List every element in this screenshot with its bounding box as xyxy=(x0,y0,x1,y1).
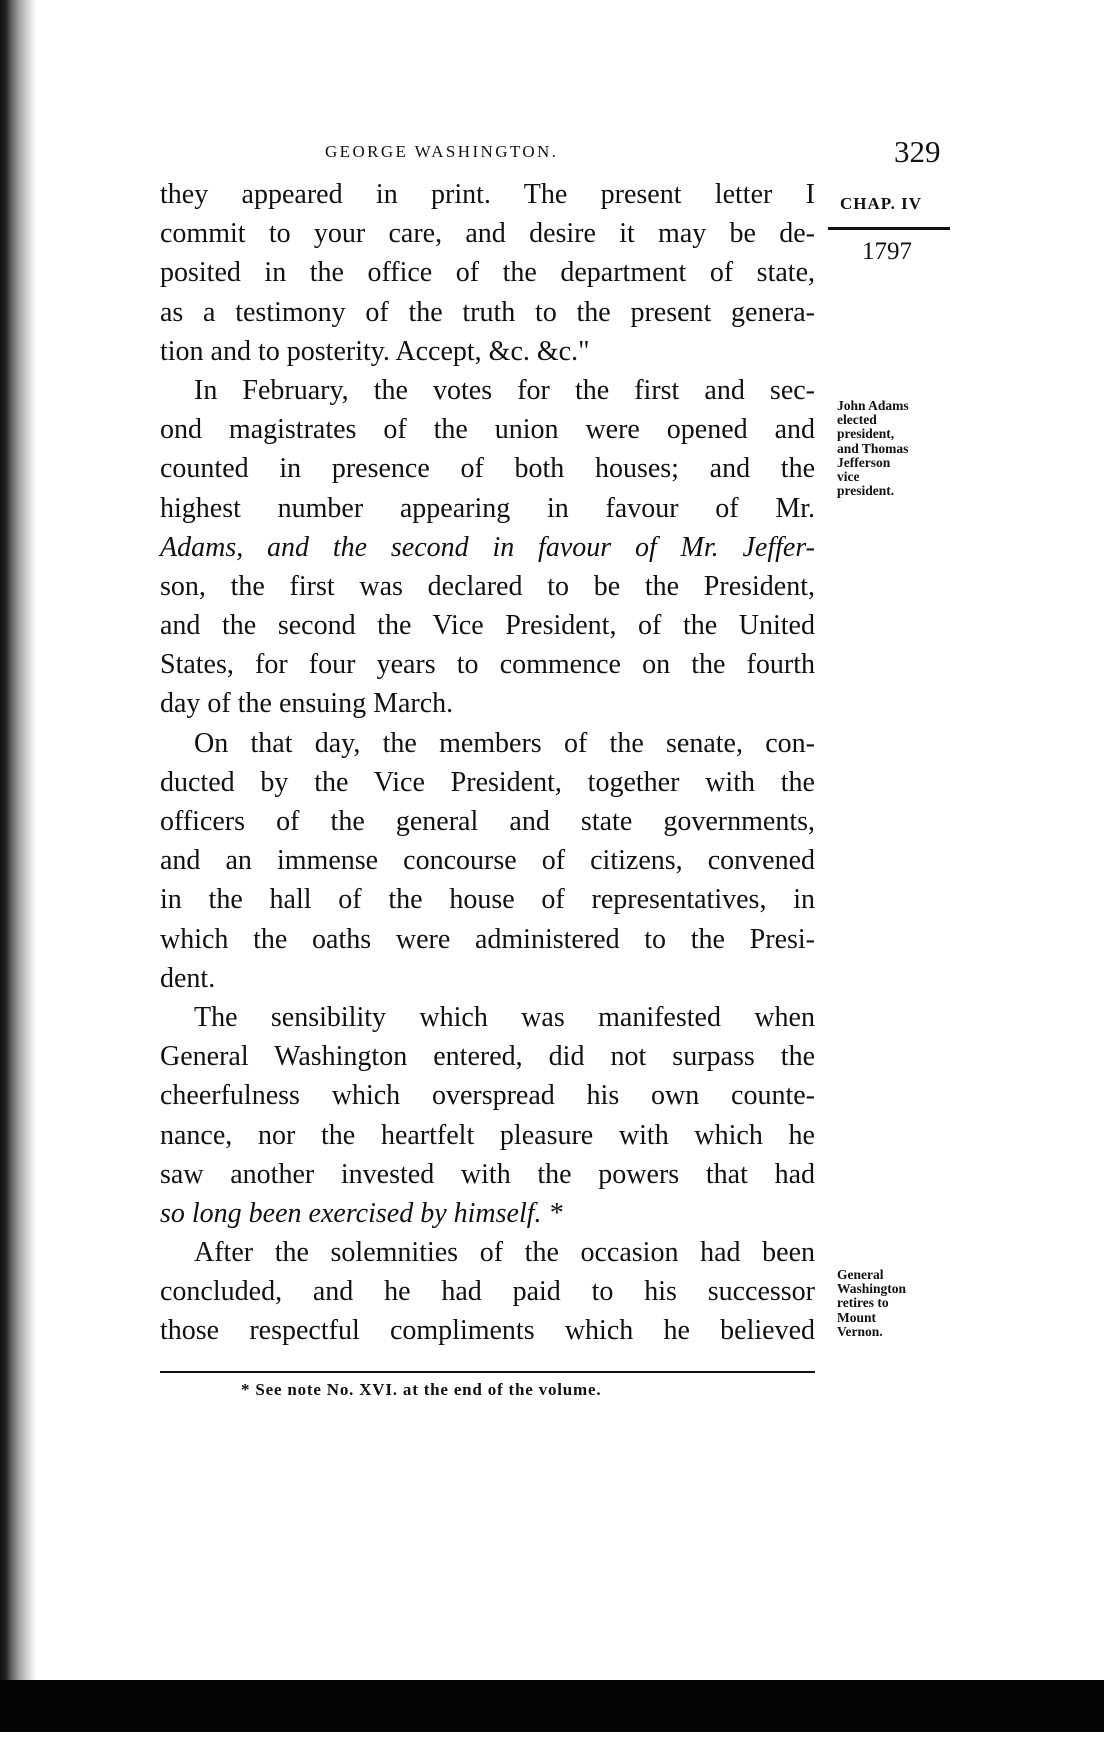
text-line: which the oaths were administered to the Presi- xyxy=(160,923,815,955)
scanned-page-edge xyxy=(0,0,36,1690)
chapter-rule xyxy=(828,227,950,230)
note-line: vice xyxy=(837,469,860,485)
page-number: 329 xyxy=(894,134,941,169)
margin-note-adams-jefferson xyxy=(837,399,909,498)
text-line: posited in the office of the department of state, xyxy=(160,257,815,289)
text-line: saw another invested with the powers that had xyxy=(160,1158,815,1190)
paragraph xyxy=(160,998,815,1233)
text-line: General Washington entered, did not surpass the xyxy=(160,1041,815,1073)
text-line: son, the first was declared to be the President, xyxy=(160,570,815,602)
text-line: dent. xyxy=(160,962,216,994)
text-line: they appeared in print. The present letter I xyxy=(160,179,815,210)
text-line: in the hall of the house of representatives, in xyxy=(160,884,815,916)
note-line: president, xyxy=(837,426,895,442)
note-line: president. xyxy=(837,483,895,499)
scan-bottom-border xyxy=(0,1680,1104,1732)
text-line: as a testimony of the truth to the present genera- xyxy=(160,296,815,328)
text-line: highest number appearing in favour of Mr. xyxy=(160,492,815,524)
text-line: ond magistrates of the union were opened and xyxy=(160,414,815,446)
running-title: GEORGE WASHINGTON. xyxy=(325,142,559,161)
text-line: commit to your care, and desire it may be de- xyxy=(160,218,815,250)
text-line: Adams, and the second in favour of Mr. Jeffer- xyxy=(160,531,815,563)
note-line: Jefferson xyxy=(837,454,891,470)
note-line: Mount xyxy=(837,1309,877,1325)
note-line: Vernon. xyxy=(837,1323,883,1339)
footnote: * See note No. XVI. at the end of the volume. xyxy=(241,1380,602,1399)
paragraph xyxy=(160,175,815,371)
text-line: After the solemnities of the occasion had been xyxy=(194,1237,815,1269)
text-line: and the second the Vice President, of the United xyxy=(160,610,815,642)
paragraph xyxy=(160,371,815,724)
text-line: The sensibility which was manifested when xyxy=(194,1001,815,1033)
body-text xyxy=(160,175,815,1351)
text-line: In February, the votes for the first and sec- xyxy=(194,374,815,406)
text-line: those respectful compliments which he believed xyxy=(160,1315,815,1347)
note-line: General xyxy=(837,1267,884,1282)
paragraph xyxy=(160,1233,815,1351)
note-line: Washington xyxy=(837,1281,907,1297)
text-line: officers of the general and state governments, xyxy=(160,806,815,837)
text-line: nance, nor the heartfelt pleasure with which he xyxy=(160,1119,815,1151)
text-line: counted in presence of both houses; and the xyxy=(160,453,815,485)
text-line: On that day, the members of the senate, con- xyxy=(194,727,815,759)
text-line: tion and to posterity. Accept, &c. &c." xyxy=(160,335,590,367)
note-line: John Adams xyxy=(837,398,909,413)
text-line: so long been exercised by himself. * xyxy=(160,1197,563,1229)
text-line: cheerfulness which overspread his own counte- xyxy=(160,1080,815,1112)
chapter-label: CHAP. IV xyxy=(840,194,922,213)
margin-note-washington-retires xyxy=(837,1268,906,1339)
text-line: States, for four years to commence on the fourth xyxy=(160,649,815,681)
text-line: and an immense concourse of citizens, convened xyxy=(160,845,815,877)
text-line: day of the ensuing March. xyxy=(160,688,454,720)
text-line: ducted by the Vice President, together with the xyxy=(160,766,815,798)
note-line: elected xyxy=(837,412,877,428)
note-line: retires to xyxy=(837,1295,889,1311)
margin-year: 1797 xyxy=(862,238,912,265)
paragraph xyxy=(160,724,815,998)
footnote-rule xyxy=(160,1371,815,1373)
note-line: and Thomas xyxy=(837,440,909,456)
text-line: concluded, and he had paid to his successor xyxy=(160,1276,815,1308)
